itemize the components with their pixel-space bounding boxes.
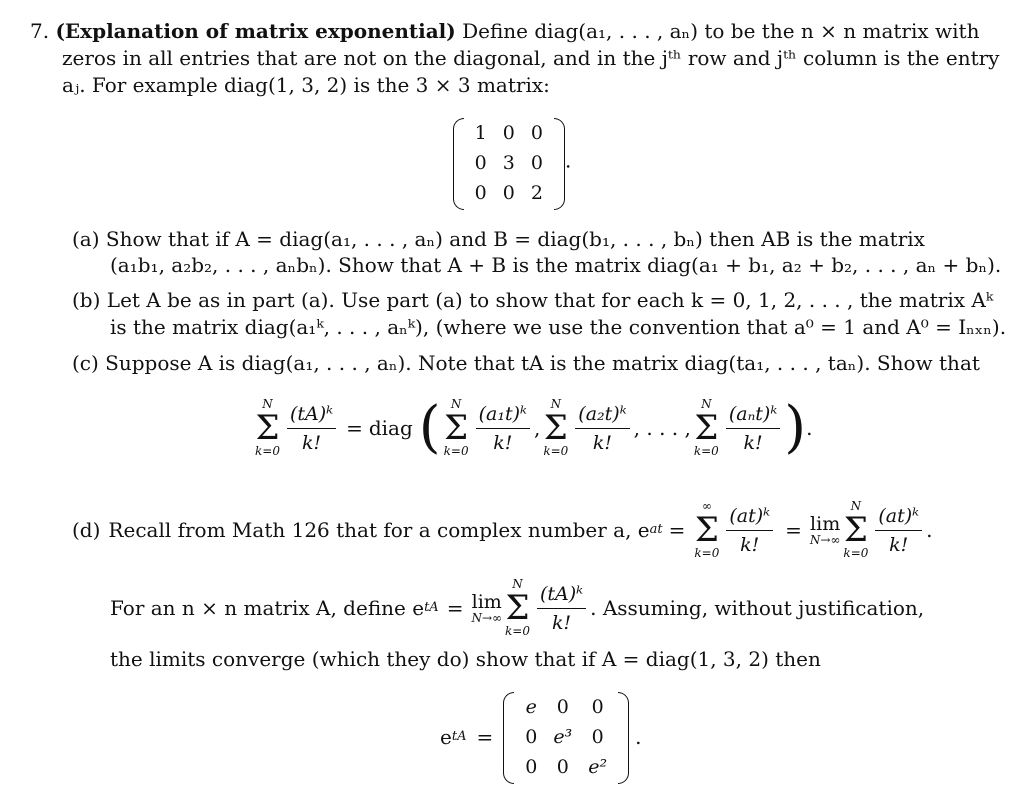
part-d-for: For an n × n matrix A, define e [110,596,425,620]
frac-a2: $\frac{\text{(a₂t)ᵏ}}{k!}$ [575,402,629,455]
intro-line-1 [30,18,979,44]
part-b-line-1 [72,287,993,313]
part-c-text-1: Suppose A is diag(a₁, . . . , aₙ). Note that tA is the matrix diag(ta₁, . . . , taₙ). Show that [105,351,980,375]
sum-inf: ∞ Σ k=0 [694,499,720,560]
intro-text-1: Define diag(a₁, . . . , aₙ) to be the n × n matrix with [462,19,980,43]
part-d-line-1: (d) Recall from Math 126 that for a complex number a, e at = ∞ Σ k=0 $\frac{\text{(at)ᵏ}}{k!}$ = lim N→∞ N Σ k=0 $\frac{\text{(at)ᵏ}}{k!}$ . [72,499,933,560]
intro-line-3: aⱼ. For example diag(1, 3, 2) is the 3 × 3 matrix: [62,73,550,97]
frac-tA-d: $\frac{\text{(tA)ᵏ}}{k!}$ [537,582,586,635]
diag-word: diag [368,416,413,440]
sum-a1: N Σ k=0 [443,397,469,458]
part-d-line-2: For an n × n matrix A, define e tA = lim N→∞ N Σ k=0 $\frac{\text{(tA)ᵏ}}{k!}$ . Assuming, without justification, [110,577,925,638]
frac-tA: $\frac{\text{(tA)ᵏ}}{k!}$ [287,402,336,455]
frac-an: $\frac{\text{(aₙt)ᵏ}}{k!}$ [726,402,780,455]
part-a-text-1: Show that if A = diag(a₁, . . . , aₙ) and B = diag(b₁, . . . , bₙ) then AB is the matrix [105,227,925,251]
part-c-equation: N Σ k=0 $\frac{\text{(tA)ᵏ}}{k!}$ = diag ( N Σ k=0 $\frac{\text{(a₁t)ᵏ}}{k!}$ , N Σ k=0 $\frac{\text{(a₂t)ᵏ}}{k!}$ , . . . , N Σ k=0 $\frac{\text{(aₙt)ᵏ}}{k!}$ ) . [255,395,813,460]
part-a-label: (a) [72,227,100,251]
part-b-line-2: is the matrix diag(a₁ᵏ, . . . , aₙᵏ), (where we use the convention that a⁰ = 1 and A⁰ = Iₙₓₙ). [110,315,1007,339]
part-d-label: (d) [72,518,101,542]
intro-line-2: zeros in all entries that are not on the diagonal, and in the jᵗʰ row and jᵗʰ column is the entry [62,46,1000,70]
lim-d1: lim N→∞ [809,512,841,547]
lim-d2: lim N→∞ [471,590,503,625]
sum-tA-d: N Σ k=0 [505,577,530,638]
part-b-label: (b) [72,288,101,312]
frac-at-inf: $\frac{\text{(at)ᵏ}}{k!}$ [726,504,773,557]
example-matrix: 1 0 0 0 3 0 0 0 2 [453,118,565,208]
part-b-text-1: Let A be as in part (a). Use part (a) to show that for each k = 0, 1, 2, . . . , the matrix Aᵏ [106,288,994,312]
sum-at-N: N Σ k=0 [843,499,869,560]
sum-tA: N Σ k=0 [255,397,280,458]
sum-an: N Σ k=0 [693,397,719,458]
result-matrix: e 0 0 0 e³ 0 0 0 e² [503,692,629,782]
part-c-label: (c) [72,351,99,375]
example-matrix-row: 1 0 0 0 3 0 0 0 2 . [0,118,1024,208]
part-a-line-1 [72,226,925,252]
part-d-line-3: the limits converge (which they do) show that if A = diag(1, 3, 2) then [110,647,821,671]
part-d-text-1: Recall from Math 126 that for a complex number a, e [108,518,650,542]
part-c-line-1 [72,350,980,376]
problem-number: 7. [30,19,50,43]
frac-at-N: $\frac{\text{(at)ᵏ}}{k!}$ [875,504,922,557]
part-d-assuming: . Assuming, without justification, [590,596,925,620]
result-equation: e tA = e 0 0 0 e³ 0 0 0 e² . [440,692,641,782]
problem-title: (Explanation of matrix exponential) [55,19,456,43]
frac-a1: $\frac{\text{(a₁t)ᵏ}}{k!}$ [476,402,530,455]
part-a-line-2: (a₁b₁, a₂b₂, . . . , aₙbₙ). Show that A + B is the matrix diag(a₁ + b₁, a₂ + b₂, . . . , aₙ + bₙ). [110,253,1002,277]
sum-a2: N Σ k=0 [543,397,569,458]
